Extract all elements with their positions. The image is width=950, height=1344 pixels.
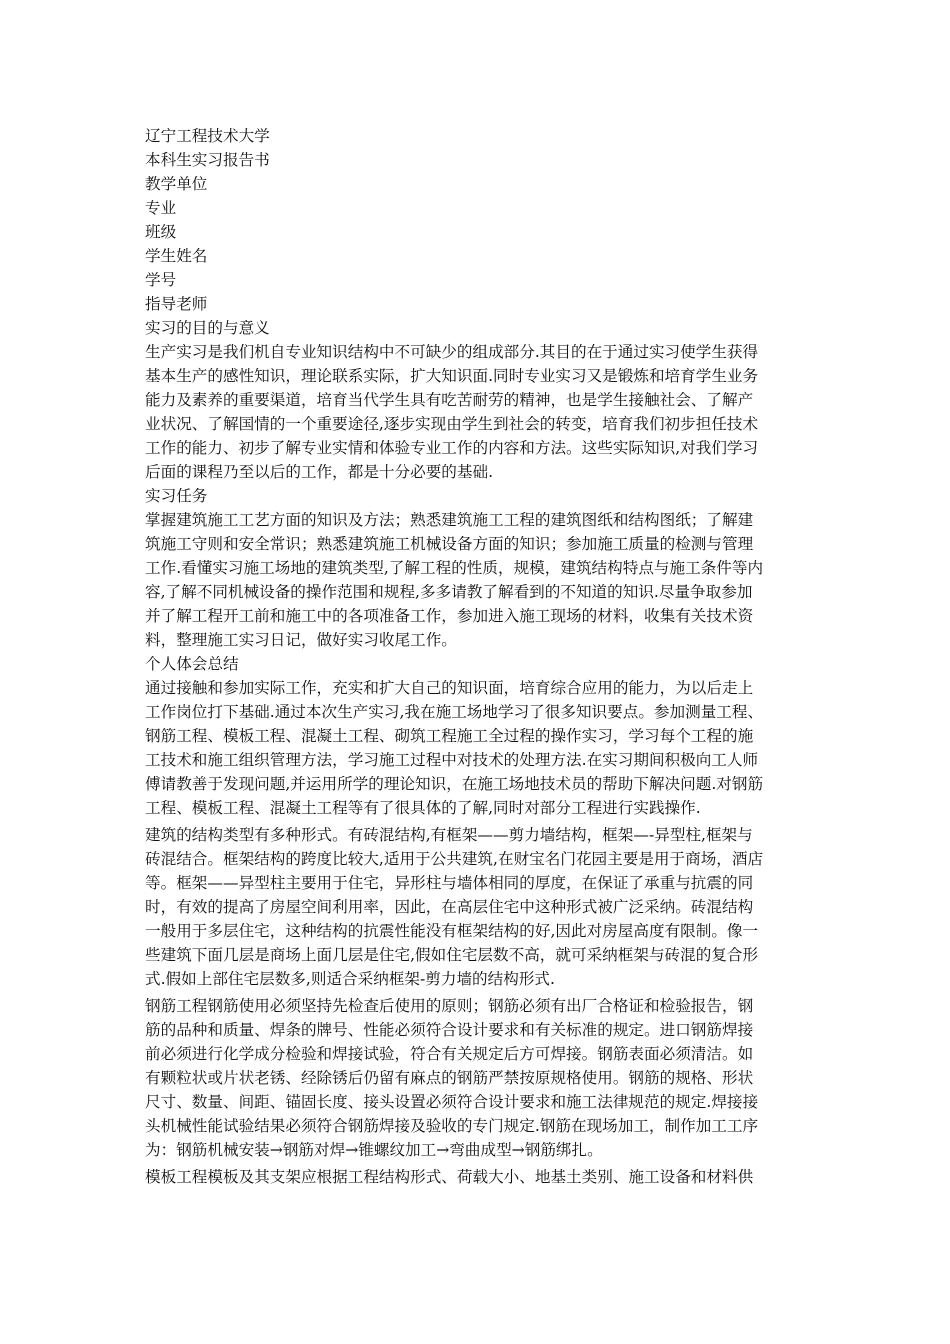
paragraph-line: 有颗粒状或片状老锈、经除锈后仍留有麻点的钢筋严禁按原规格使用。钢筋的规格、形状	[145, 1069, 754, 1087]
paragraph-line: 通过接触和参加实际工作，充实和扩大自己的知识面，培育综合应用的能力，为以后走上	[145, 679, 754, 697]
document-body	[145, 124, 825, 1189]
paragraph-line: 工程、模板工程、混凝土工程等有了很具体的了解,同时对部分工程进行实践操作.	[145, 799, 701, 817]
paragraph-line: 基本生产的感性知识，理论联系实际，扩大知识面.同时专业实习又是锻炼和培育学生业务	[145, 367, 759, 385]
paragraph-line: 生产实习是我们机自专业知识结构中不可缺少的组成部分.其目的在于通过实习使学生获得	[145, 343, 759, 361]
paragraph-line: 容,了解不同机械设备的操作范围和规程,多多请教了解看到的不知道的知识.尽量争取参加	[145, 583, 753, 601]
paragraph-line: 傅请教善于发现问题,并运用所学的理论知识，在施工场地技术员的帮助下解决问题.对钢筋	[145, 775, 764, 793]
paragraph-line: 尺寸、数量、间距、锚固长度、接头设置必须符合设计要求和施工法律规范的规定.焊接接	[145, 1093, 759, 1111]
section-tasks	[145, 484, 825, 652]
paragraph-line: 时，有效的提高了房屋空间利用率，因此，在高层住宅中这种形式被广泛采纳。砖混结构	[145, 898, 754, 916]
paragraph-line: 砖混结合。框架结构的跨度比较大,适用于公共建筑,在财宝名门花园主要是用于商场，酒店	[145, 850, 764, 868]
section-purpose	[145, 316, 825, 484]
paragraph-line: 头机械性能试验结果必须符合钢筋焊接及验收的专门规定.钢筋在现场加工，制作加工工序	[145, 1117, 759, 1135]
paragraph-line: 式.假如上部住宅层数多,则适合采纳框架-剪力墙的结构形式.	[145, 970, 555, 988]
paragraph-line: 工作的能力、初步了解专业实情和体验专业工作的内容和方法。这些实际知识,对我们学习	[145, 439, 759, 457]
field-advisor: 指导老师	[145, 295, 208, 313]
paragraph	[145, 823, 825, 991]
paragraph-line: 能力及素养的重要渠道，培育当代学生具有吃苦耐劳的精神，也是学生接触社会、了解产	[145, 391, 754, 409]
paragraph	[145, 340, 825, 484]
paragraph-line: 料，整理施工实习日记，做好实习收尾工作。	[145, 631, 457, 649]
section-heading: 实习任务	[145, 487, 208, 505]
paragraph-line: 钢筋工程钢筋使用必须坚持先检查后使用的原则；钢筋必须有出厂合格证和检验报告，钢	[145, 997, 754, 1015]
paragraph-line: 筑施工守则和安全常识；熟悉建筑施工机械设备方面的知识；参加施工质量的检测与管理	[145, 535, 754, 553]
paragraph	[145, 1165, 825, 1189]
paragraph-line: 模板工程模板及其支架应根据工程结构形式、荷载大小、地基土类别、施工设备和材料供	[145, 1168, 754, 1186]
paragraph-line: 建筑的结构类型有多种形式。有砖混结构,有框架——剪力墙结构，框架—-异型柱,框架与	[145, 826, 753, 844]
paragraph-line: 业状况、了解国情的一个重要途径,逐步实现由学生到社会的转变，培育我们初步担任技术	[145, 415, 759, 433]
paragraph-line: 前必须进行化学成分检验和焊接试验，符合有关规定后方可焊接。钢筋表面必须清洁。如	[145, 1045, 754, 1063]
field-class: 班级	[145, 223, 177, 241]
field-major: 专业	[145, 199, 177, 217]
field-student-name: 学生姓名	[145, 247, 208, 265]
paragraph-line: 一般用于多层住宅，这种结构的抗震性能没有框架结构的好,因此对房屋高度有限制。像一	[145, 922, 759, 940]
paragraph-line: 工作.看懂实习施工场地的建筑类型,了解工程的性质，规模，建筑结构特点与施工条件等内	[145, 559, 764, 577]
section-heading: 实习的目的与意义	[145, 319, 270, 337]
paragraph-line: 些建筑下面几层是商场上面几层是住宅,假如住宅层数不高，就可采纳框架与砖混的复合形	[145, 946, 759, 964]
report-title: 本科生实习报告书	[145, 151, 270, 169]
section-summary	[145, 652, 825, 1189]
paragraph-line: 并了解工程开工前和施工中的各项准备工作，参加进入施工现场的材料，收集有关技术资	[145, 607, 754, 625]
paragraph-line: 钢筋工程、模板工程、混凝土工程、砌筑工程施工全过程的操作实习，学习每个工程的施	[145, 727, 754, 745]
paragraph-line: 工技术和施工组织管理方法，学习施工过程中对技术的处理方法.在实习期间积极向工人师	[145, 751, 759, 769]
paragraph	[145, 676, 825, 820]
paragraph-line: 掌握建筑施工工艺方面的知识及方法；熟悉建筑施工工程的建筑图纸和结构图纸；了解建	[145, 511, 754, 529]
paragraph	[145, 508, 825, 652]
field-teaching-unit: 教学单位	[145, 175, 208, 193]
paragraph-line: 筋的品种和质量、焊条的牌号、性能必须符合设计要求和有关标准的规定。进口钢筋焊接	[145, 1021, 754, 1039]
paragraph-line: 为：钢筋机械安装→钢筋对焊→锥螺纹加工→弯曲成型→钢筋绑扎。	[145, 1141, 603, 1159]
section-heading: 个人体会总结	[145, 655, 239, 673]
paragraph-line: 等。框架——异型柱主要用于住宅，异形柱与墙体相同的厚度，在保证了承重与抗震的同	[145, 874, 754, 892]
university-name: 辽宁工程技术大学	[145, 127, 270, 145]
cover-info	[145, 124, 825, 316]
field-student-id: 学号	[145, 271, 177, 289]
paragraph-line: 工作岗位打下基础.通过本次生产实习,我在施工场地学习了很多知识要点。参加测量工程、	[145, 703, 764, 721]
paragraph	[145, 994, 825, 1162]
paragraph-line: 后面的课程乃至以后的工作，都是十分必要的基础.	[145, 463, 494, 481]
